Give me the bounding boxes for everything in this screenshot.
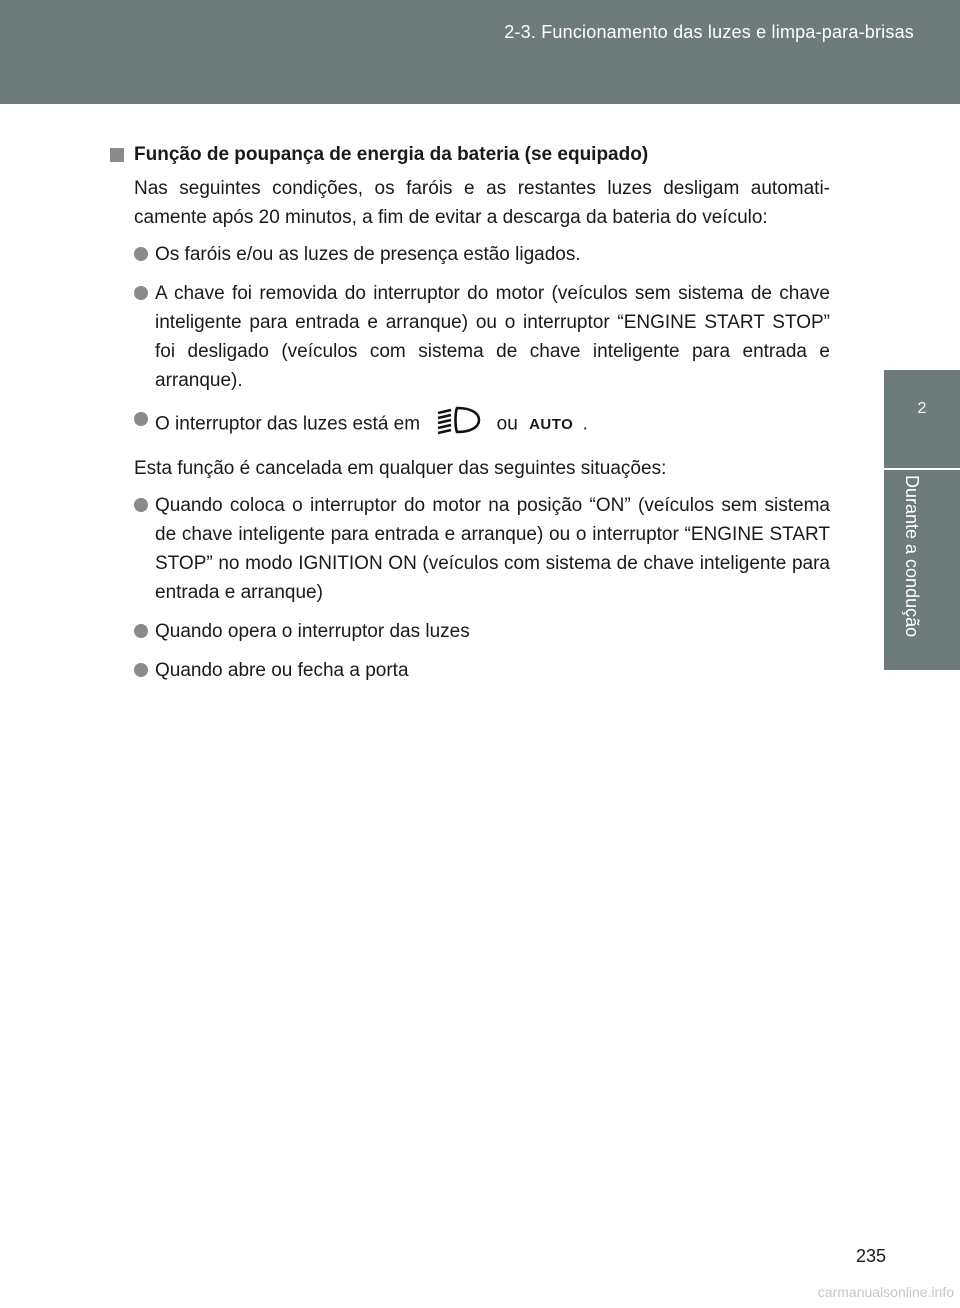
list-item xyxy=(134,491,830,607)
auto-icon: AUTO xyxy=(529,416,574,433)
list-item-text: Os faróis e/ou as luzes de presença estão ligados. xyxy=(155,244,581,265)
bullet-dot-icon xyxy=(134,624,148,638)
list-item xyxy=(134,279,830,395)
side-tab-label: Durante a condução xyxy=(902,475,922,638)
headlight-icon xyxy=(435,405,483,444)
section-heading xyxy=(110,140,830,170)
list-item xyxy=(134,656,830,685)
bullet-dot-icon xyxy=(134,498,148,512)
list-item-text: Quando opera o interruptor das luzes xyxy=(155,621,470,642)
bullet-dot-icon xyxy=(134,412,148,426)
list-item xyxy=(134,617,830,646)
cancel-intro-paragraph: Esta função é cancelada em qualquer das seguintes situações: xyxy=(134,458,667,479)
list-item-text: Quando abre ou fecha a porta xyxy=(155,660,409,681)
switch-line-middle: ou xyxy=(496,413,518,435)
header-bar xyxy=(0,0,960,104)
list-item-text: A chave foi removida do interruptor do motor (veículos sem sistema de chave inteligente para entrada e arranque) ou o interruptor “ENGINE START STOP” foi desligado (veículos com sistema de chave inteligente para entrada e arranque). xyxy=(155,283,830,391)
header-title: 2-3. Funcionamento das luzes e limpa-para-brisas xyxy=(504,22,914,42)
page-content xyxy=(110,140,830,695)
bullet-dot-icon xyxy=(134,247,148,261)
switch-line-suffix: . xyxy=(582,413,588,435)
square-bullet-icon xyxy=(110,148,124,162)
bullet-dot-icon xyxy=(134,286,148,300)
intro-paragraph: Nas seguintes condições, os faróis e as restantes luzes desligam automati-camente após 20 minutos, a fim de evitar a descarga da bateria do veículo: xyxy=(134,178,830,228)
page-number: 235 xyxy=(855,1246,886,1266)
list-item xyxy=(134,240,830,269)
list-item-text: Quando coloca o interruptor do motor na posição “ON” (veículos sem sistema de chave inteligente para entrada e arranque) ou o interruptor “ENGINE START STOP” no modo IGNITION ON (veículos com sistema de chave inteligente para entrada e arranque) xyxy=(155,495,830,603)
list-item-text xyxy=(155,405,830,444)
bullet-dot-icon xyxy=(134,663,148,677)
switch-line-prefix: O interruptor das luzes está em xyxy=(155,413,421,435)
section-title: Função de poupança de energia da bateria (se equipado) xyxy=(134,144,649,165)
side-tab-number: 2 xyxy=(917,400,927,417)
side-tab-number-box xyxy=(884,370,960,470)
list-item xyxy=(134,405,830,444)
watermark: carmanualsonline.info xyxy=(817,1284,954,1300)
